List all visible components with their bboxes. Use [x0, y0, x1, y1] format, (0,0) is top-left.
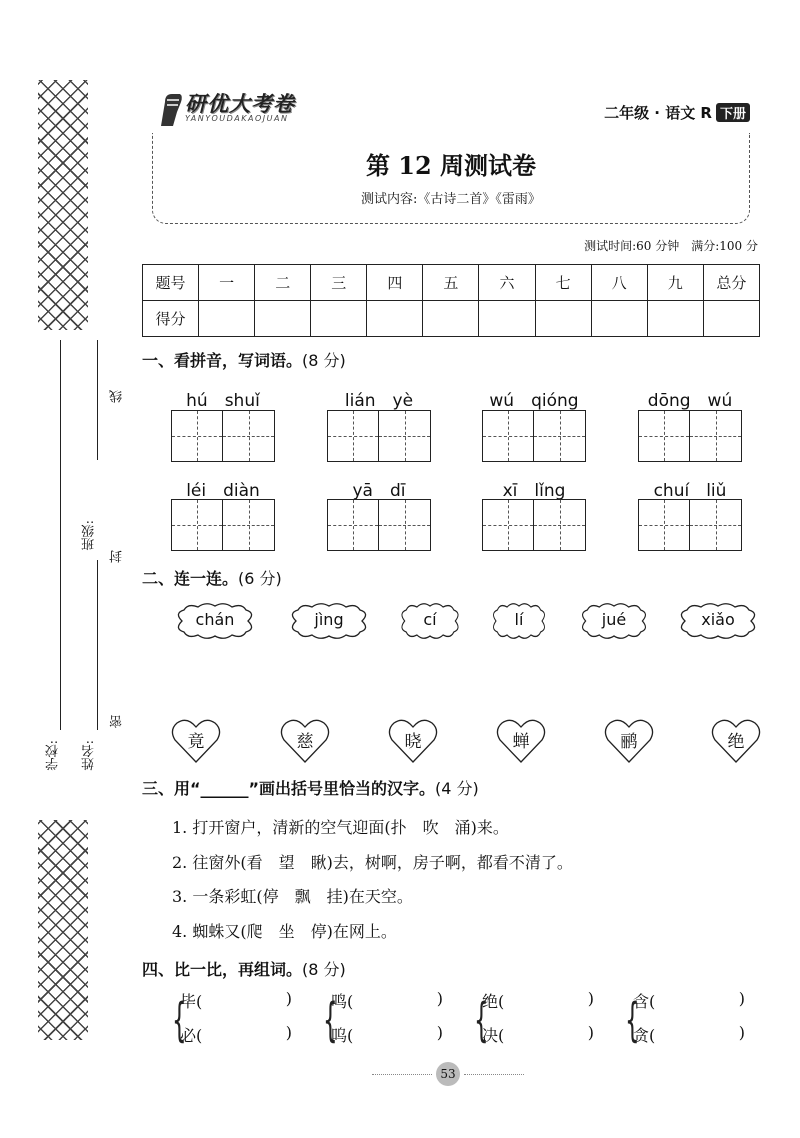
page-subtitle: 测试内容:《古诗二首》《雷雨》: [361, 192, 541, 207]
brand-logo: [155, 88, 323, 132]
pinyin-cloud[interactable]: [675, 601, 761, 641]
cloud-pinyin: chán: [195, 610, 235, 629]
compare-row[interactable]: [633, 1023, 745, 1057]
pinyin-label: léi diàn: [186, 481, 260, 501]
char-heart[interactable]: [496, 718, 546, 764]
section2-title: 二、连一连。: [142, 569, 239, 588]
section2-points: (6 分): [238, 569, 282, 588]
writing-grid[interactable]: [327, 499, 431, 551]
grade-label: [604, 102, 750, 123]
writing-grid[interactable]: [482, 499, 586, 551]
compare-close: ): [587, 989, 594, 1008]
grade-text: 二年级 · 语文 R: [604, 104, 712, 122]
section2-heading: [142, 566, 282, 589]
char-heart[interactable]: [388, 718, 438, 764]
name-line: [97, 560, 98, 730]
score-row-label: 得分: [143, 301, 199, 337]
compare-row[interactable]: [482, 989, 594, 1023]
term-badge: 下册: [716, 103, 750, 122]
class-label: 班级:: [82, 520, 97, 551]
section4-title: 四、比一比，再组词。: [142, 960, 303, 979]
question-line[interactable]: 4. 蜘蛛又(爬 坐 停)在网上。: [172, 922, 397, 941]
compare-char: 毕(: [180, 992, 203, 1011]
char-heart[interactable]: [711, 718, 761, 764]
school-label: 学校:: [46, 740, 61, 771]
title-box: [152, 133, 750, 224]
score-input-cell[interactable]: [647, 301, 703, 337]
question-line[interactable]: 3. 一条彩虹(停 飘 挂)在天空。: [172, 887, 413, 906]
section4-heading: [142, 957, 346, 980]
time-info: 测试时间:60 分钟 满分:100 分: [584, 239, 758, 253]
class-line: [97, 340, 98, 460]
compare-group: [323, 989, 443, 1057]
section3-points: (4 分): [435, 779, 479, 798]
compare-char: 绝(: [482, 992, 505, 1011]
pinyin-label: hú shuǐ: [186, 391, 260, 411]
heart-char: 绝: [727, 732, 745, 752]
score-input-cell[interactable]: [479, 301, 535, 337]
margin-hatch-bottom: [38, 820, 88, 1040]
score-header-cell: 九: [647, 265, 703, 301]
compare-char: 鸣(: [331, 992, 354, 1011]
score-input-cell[interactable]: [591, 301, 647, 337]
fist-icon: [155, 88, 185, 128]
score-input-cell[interactable]: [311, 301, 367, 337]
compare-close: ): [738, 1023, 745, 1042]
writing-grid[interactable]: [638, 410, 742, 462]
compare-row[interactable]: [180, 989, 292, 1023]
compare-char: 决(: [482, 1026, 505, 1045]
footer-dots-left: [372, 1074, 432, 1075]
compare-char: 必(: [180, 1026, 203, 1045]
section1-points: (8 分): [302, 351, 346, 370]
score-header-cell: 八: [591, 265, 647, 301]
compare-close: ): [285, 1023, 292, 1042]
writing-grid[interactable]: [482, 410, 586, 462]
section3-heading: [142, 776, 479, 799]
score-input-cell[interactable]: [255, 301, 311, 337]
section4-points: (8 分): [302, 960, 346, 979]
brace-icon: {: [474, 993, 489, 1047]
compare-row[interactable]: [331, 989, 443, 1023]
compare-group: [172, 989, 292, 1057]
pinyin-cloud[interactable]: [172, 601, 258, 641]
score-header-cell: 四: [367, 265, 423, 301]
brace-icon: {: [323, 993, 338, 1047]
char-heart[interactable]: [280, 718, 330, 764]
compare-group: [474, 989, 594, 1057]
pinyin-label: lián yè: [344, 391, 414, 411]
compare-row[interactable]: [482, 1023, 594, 1057]
score-input-cell[interactable]: [535, 301, 591, 337]
pinyin-label: dōng wú: [647, 391, 733, 411]
score-header-cell: 题号: [143, 265, 199, 301]
page-title: 第 12 周测试卷: [365, 151, 537, 180]
page-number: 53: [436, 1062, 460, 1086]
writing-grid[interactable]: [171, 410, 275, 462]
cloud-pinyin: lí: [514, 610, 524, 629]
compare-row[interactable]: [180, 1023, 292, 1057]
score-header-cell: 总分: [703, 265, 759, 301]
pinyin-cloud[interactable]: [397, 601, 463, 641]
cloud-pinyin: jìng: [314, 610, 344, 629]
score-header-cell: 七: [535, 265, 591, 301]
brace-icon: {: [172, 993, 187, 1047]
compare-row[interactable]: [633, 989, 745, 1023]
compare-close: ): [436, 1023, 443, 1042]
school-line: [60, 340, 61, 730]
heart-char: 慈: [296, 732, 314, 752]
pinyin-cloud[interactable]: [489, 601, 549, 641]
score-table: [142, 264, 760, 337]
heart-char: 蝉: [512, 732, 530, 752]
pinyin-label: wú qióng: [489, 391, 579, 411]
score-header-cell: 三: [311, 265, 367, 301]
cloud-pinyin: cí: [423, 610, 437, 629]
section1-heading: [142, 348, 346, 371]
score-header-cell: 一: [199, 265, 255, 301]
score-input-cell[interactable]: [423, 301, 479, 337]
cloud-pinyin: xiǎo: [701, 610, 735, 629]
score-input-cell[interactable]: [703, 301, 759, 337]
pinyin-cloud[interactable]: [286, 601, 372, 641]
question-line[interactable]: 2. 往窗外(看 望 瞅)去，树啊，房子啊，都看不清了。: [172, 853, 573, 872]
score-input-cell[interactable]: [367, 301, 423, 337]
cloud-pinyin: jué: [601, 610, 627, 629]
pinyin-label: xī lǐng: [502, 481, 566, 501]
writing-grid[interactable]: [327, 410, 431, 462]
logo-subtext: YANYOUDAKAOJUAN: [185, 114, 289, 123]
heart-char: 竟: [187, 732, 205, 752]
section1-title: 一、看拼音，写词语。: [142, 351, 303, 370]
pinyin-label: chuí liǔ: [653, 481, 727, 501]
char-heart[interactable]: [171, 718, 221, 764]
cut-line-mark: 线: [110, 390, 125, 403]
compare-row[interactable]: [331, 1023, 443, 1057]
compare-close: ): [285, 989, 292, 1008]
cut-seal-mark: 封: [110, 550, 125, 563]
margin-hatch-top: [38, 80, 88, 330]
score-header-cell: 六: [479, 265, 535, 301]
compare-char: 含(: [633, 992, 656, 1011]
compare-char: 贪(: [633, 1026, 656, 1045]
score-table-header-row: [143, 265, 760, 301]
pinyin-label: yā dī: [352, 481, 406, 501]
heart-char: 晓: [404, 732, 422, 752]
cut-close-mark: 密: [110, 715, 125, 728]
compare-char: 呜(: [331, 1026, 354, 1045]
compare-close: ): [738, 989, 745, 1008]
question-line[interactable]: 1. 打开窗户，清新的空气迎面(扑 吹 涌)来。: [172, 818, 509, 837]
compare-group: [625, 989, 745, 1057]
heart-char: 鹂: [620, 732, 638, 752]
score-input-cell[interactable]: [199, 301, 255, 337]
score-header-cell: 二: [255, 265, 311, 301]
section3-title: 三、用“______”画出括号里恰当的汉字。: [142, 779, 436, 798]
name-label: 姓名:: [82, 740, 97, 771]
score-header-cell: 五: [423, 265, 479, 301]
brace-icon: {: [625, 993, 640, 1047]
footer-dots-right: [464, 1074, 524, 1075]
char-heart[interactable]: [604, 718, 654, 764]
writing-grid[interactable]: [638, 499, 742, 551]
logo-text: 研优大考卷: [185, 92, 295, 116]
compare-close: ): [436, 989, 443, 1008]
pinyin-cloud[interactable]: [577, 601, 651, 641]
score-table-score-row: [143, 301, 760, 337]
compare-close: ): [587, 1023, 594, 1042]
writing-grid[interactable]: [171, 499, 275, 551]
